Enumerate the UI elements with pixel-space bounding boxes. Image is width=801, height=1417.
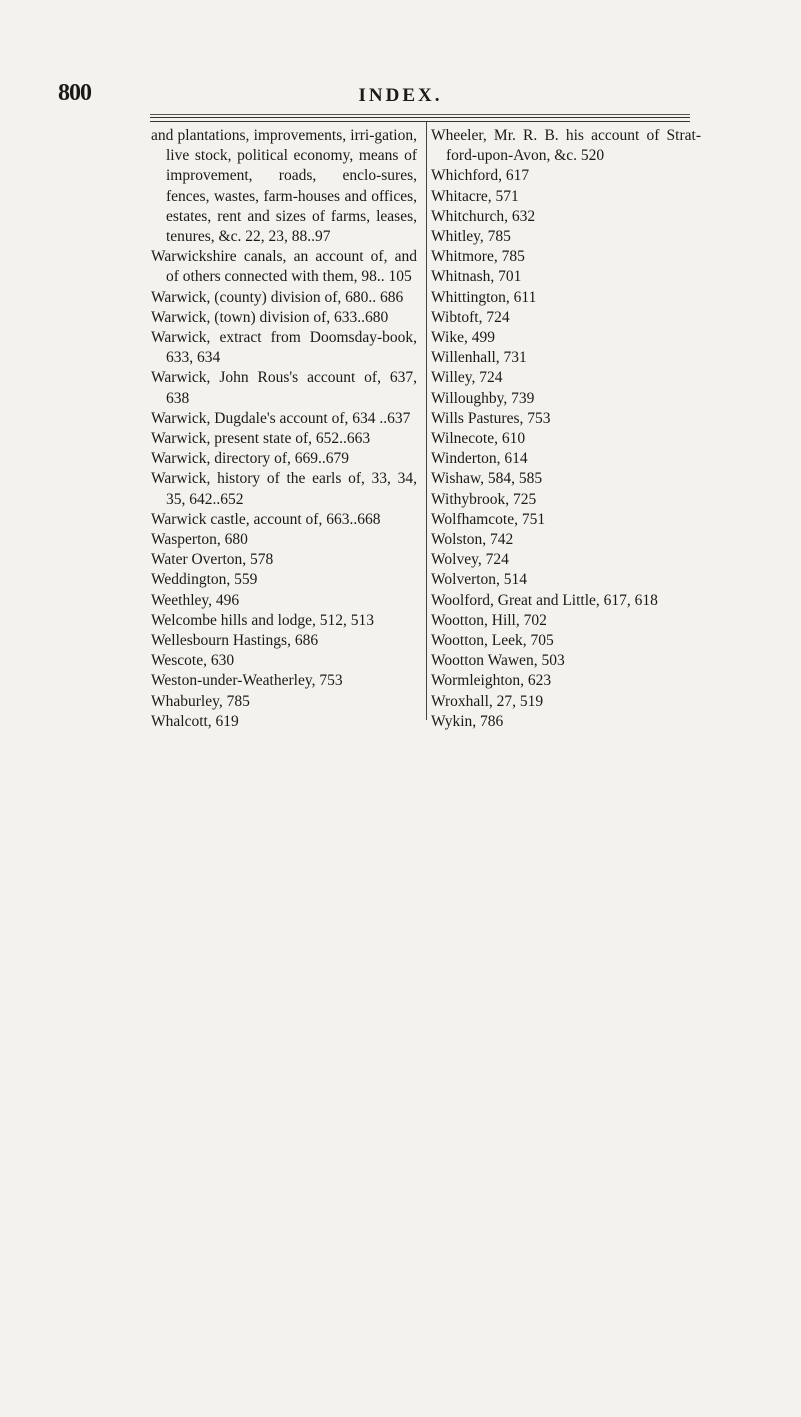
header-rule xyxy=(150,114,690,115)
index-entry: Wike, 499 xyxy=(431,329,495,347)
index-column-left xyxy=(151,126,417,732)
index-entry: Willoughby, 739 xyxy=(431,389,535,407)
index-entry: Wroxhall, 27, 519 xyxy=(431,692,544,710)
page-number: 800 xyxy=(58,80,91,106)
index-entry: Woolford, Great and Little, 617, 618 xyxy=(431,591,658,609)
index-entry: Wasperton, 680 xyxy=(151,531,248,549)
index-entry: Wibtoft, 724 xyxy=(431,308,510,326)
index-entry: Willenhall, 731 xyxy=(431,349,527,367)
index-entry: Wills Pastures, 753 xyxy=(431,409,551,427)
index-entry: Wellesbourn Hastings, 686 xyxy=(151,632,319,650)
index-entry: Whichford, 617 xyxy=(431,167,530,185)
index-entry: Warwick castle, account of, 663..668 xyxy=(151,510,381,528)
index-entry: Welcombe hills and lodge, 512, 513 xyxy=(151,611,375,629)
index-entry: Warwick, (county) division of, 680.. 686 xyxy=(151,288,404,306)
index-entry: Whalcott, 619 xyxy=(151,712,239,730)
index-entry: Whitchurch, 632 xyxy=(431,207,536,225)
index-entry: Wootton, Hill, 702 xyxy=(431,611,547,629)
index-entry: Wolfhamcote, 751 xyxy=(431,510,546,528)
index-entry: Wootton, Leek, 705 xyxy=(431,632,554,650)
header-double-rule xyxy=(150,117,690,122)
index-entry: Withybrook, 725 xyxy=(431,490,537,508)
index-entry: Wormleighton, 623 xyxy=(431,672,552,690)
index-entry: Warwick, present state of, 652..663 xyxy=(151,430,371,448)
index-entry: Warwick, (town) division of, 633..680 xyxy=(151,308,389,326)
index-entry: Wishaw, 584, 585 xyxy=(431,470,543,488)
index-entry: Warwick, Dugdale's account of, 634 ..637 xyxy=(151,409,411,427)
index-entry: and plantations, improvements, irri-gation, live stock, political economy, means of improvement, roads, enclo-sures, fences, wastes, farm-houses and offices, estates, rent and sizes of farms, leases, tenures, &c. 22, 23, 88..97 xyxy=(151,127,417,246)
index-entry: Wolston, 742 xyxy=(431,531,514,549)
column-divider xyxy=(426,122,427,720)
index-entry: Winderton, 614 xyxy=(431,450,528,468)
running-title: INDEX. xyxy=(358,85,443,106)
index-entry: Whittington, 611 xyxy=(431,288,537,306)
index-entry: Warwickshire canals, an account of, and of others connected with them, 98.. 105 xyxy=(151,248,417,286)
index-entry: Water Overton, 578 xyxy=(151,551,274,569)
index-entry: Whitmore, 785 xyxy=(431,248,525,266)
index-entry: Whitley, 785 xyxy=(431,228,511,246)
index-entry: Wykin, 786 xyxy=(431,712,504,730)
index-entry: Whitacre, 571 xyxy=(431,187,519,205)
index-entry: Weddington, 559 xyxy=(151,571,258,589)
index-entry: Warwick, John Rous's account of, 637, 638 xyxy=(151,369,417,407)
index-entry: Warwick, history of the earls of, 33, 34, 35, 642..652 xyxy=(151,470,417,508)
index-entry: Willey, 724 xyxy=(431,369,503,387)
index-entry: Wheeler, Mr. R. B. his account of Strat-ford-upon-Avon, &c. 520 xyxy=(431,127,701,165)
index-entry: Wootton Wawen, 503 xyxy=(431,652,565,670)
index-column-right xyxy=(431,126,701,732)
index-entry: Whaburley, 785 xyxy=(151,692,250,710)
index-entry: Whitnash, 701 xyxy=(431,268,522,286)
index-entry: Weethley, 496 xyxy=(151,591,240,609)
index-entry: Warwick, directory of, 669..679 xyxy=(151,450,350,468)
index-entry: Wescote, 630 xyxy=(151,652,235,670)
index-entry: Wilnecote, 610 xyxy=(431,430,526,448)
index-entry: Weston-under-Weatherley, 753 xyxy=(151,672,343,690)
index-entry: Wolvey, 724 xyxy=(431,551,509,569)
index-entry: Wolverton, 514 xyxy=(431,571,528,589)
index-entry: Warwick, extract from Doomsday-book, 633, 634 xyxy=(151,329,417,367)
